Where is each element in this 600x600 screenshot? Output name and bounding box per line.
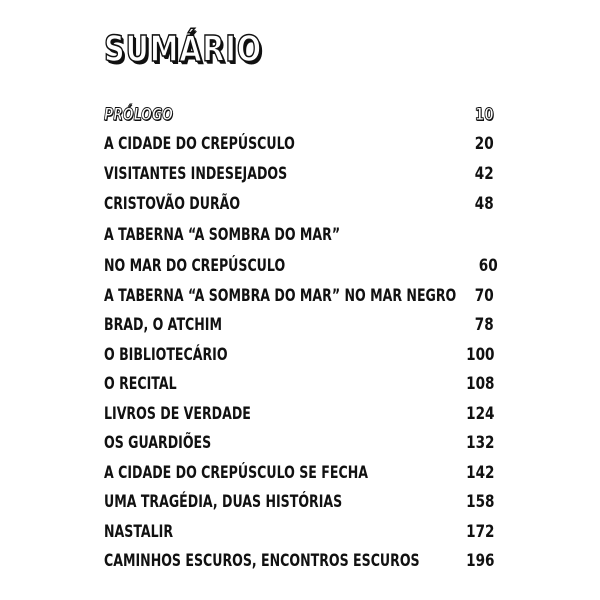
toc-entry-title: UMA TRAGÉDIA, DUAS HISTÓRIAS — [104, 492, 343, 512]
toc-entry-title: CAMINHOS ESCUROS, ENCONTROS ESCUROS — [104, 551, 420, 571]
toc-entry-title: A CIDADE DO CREPÚSCULO — [104, 134, 295, 154]
toc-entry-page: 158 — [465, 492, 494, 512]
toc-entry-page: 48 — [475, 194, 494, 214]
toc-entry-title: VISITANTES INDESEJADOS — [104, 164, 288, 184]
toc-entry-page: 172 — [465, 522, 494, 542]
toc-entry-page: 20 — [475, 134, 494, 154]
toc-entry-page: 42 — [475, 164, 494, 184]
toc-entry-page: 100 — [465, 345, 494, 365]
toc-entry-page: 124 — [465, 404, 494, 424]
page-title: SUMÁRIO — [104, 29, 263, 70]
toc-entry-page: 60 — [479, 256, 498, 276]
toc-entry-title: A TABERNA “A SOMBRA DO MAR” — [104, 225, 341, 245]
toc-entry-title: LIVROS DE VERDADE — [104, 404, 251, 424]
toc-entry-title: BRAD, O ATCHIM — [104, 315, 222, 335]
toc-entry-page: 196 — [465, 551, 494, 571]
toc-entry-page: 108 — [465, 374, 494, 394]
toc-entry-title: A CIDADE DO CREPÚSCULO SE FECHA — [104, 463, 368, 483]
toc-entry-page: 10 — [475, 105, 494, 125]
toc-entry-page: 78 — [475, 315, 494, 335]
toc-entry-title: O BIBLIOTECÁRIO — [104, 345, 228, 365]
toc-entry-title: NASTALIR — [104, 522, 174, 542]
toc-entry-title: CRISTOVÃO DURÃO — [104, 194, 241, 214]
toc-entry-title: O RECITAL — [104, 374, 177, 394]
toc-entry-title: NO MAR DO CREPÚSCULO — [104, 256, 286, 276]
toc-entry-title: PRÓLOGO — [104, 105, 173, 125]
toc-entry-title: A TABERNA “A SOMBRA DO MAR” NO MAR NEGRO — [104, 286, 457, 306]
toc-entry-title: OS GUARDIÕES — [104, 433, 212, 453]
toc-entry-page: 70 — [475, 286, 494, 306]
toc-entry-page: 142 — [465, 463, 494, 483]
toc-entry-page: 132 — [465, 433, 494, 453]
